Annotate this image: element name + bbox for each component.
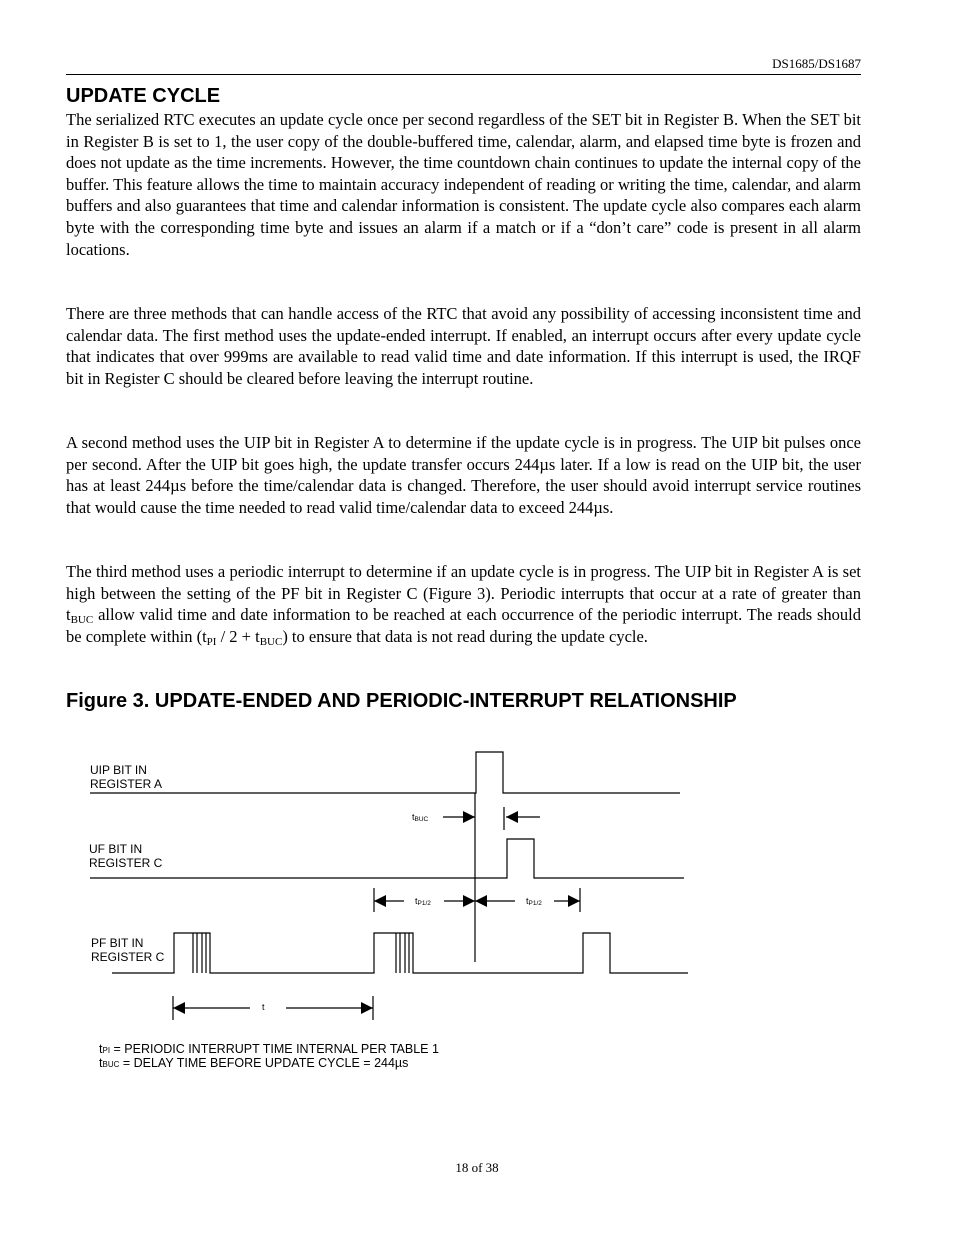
- tp-left-arrowhead-a: [374, 895, 386, 907]
- section-title: UPDATE CYCLE: [66, 85, 221, 107]
- legend-tbuc-sub: BUC: [102, 1060, 120, 1069]
- uf-waveform: [90, 839, 684, 878]
- p4-text-1: The third method uses a periodic interrupt to determine if an update cycle is in progress. The UIP bit in Register A is set high between the setting of the PF bit in Register C (Figure 3). Periodic interrupts that occur at a rate of greater than t: [66, 562, 861, 625]
- p4-sub-2: PI: [206, 635, 217, 648]
- p4-sub-1: BUC: [70, 614, 94, 627]
- tp-right-arrowhead-a: [475, 895, 487, 907]
- p4-text-4: ) to ensure that data is not read during the update cycle.: [282, 626, 648, 646]
- tbuc-label: tBUC: [412, 812, 429, 823]
- page-number: 18 of 38: [455, 1160, 499, 1175]
- tp-half-right-label: tP1/2: [526, 896, 542, 907]
- legend-tpi-base: t: [99, 1042, 103, 1056]
- tbuc-arrowhead-left: [463, 811, 475, 823]
- p4-sub-3: BUC: [259, 635, 283, 648]
- t-arrowhead-left: [173, 1002, 185, 1014]
- uf-label-line2: REGISTER C: [89, 856, 163, 870]
- p4-text-3: / 2 + t: [216, 626, 260, 646]
- legend-tpi-sub: PI: [102, 1046, 111, 1055]
- t-arrowhead-right: [361, 1002, 373, 1014]
- legend-tpi-text: = PERIODIC INTERRUPT TIME INTERNAL PER TABLE 1: [110, 1042, 439, 1056]
- pf-label-line1: PF BIT IN: [91, 936, 144, 950]
- paragraph-third-method: [66, 561, 861, 647]
- uip-label-line1: UIP BIT IN: [90, 763, 147, 777]
- p4-text-2: allow valid time and date information to be reached at each occurrence of the periodic interrupt. The reads should be complete within (t: [66, 605, 861, 646]
- pf-pulse-marks-1: [193, 933, 206, 973]
- legend-tbuc: [99, 1056, 408, 1072]
- paragraph-update-cycle: The serialized RTC executes an update cycle once per second regardless of the SET bit in Register B. When the SET bit in Register B is set to 1, the user copy of the double-buffered time, calendar, alarm, and elapsed time byte is frozen and does not update as the time increments. However, the time countdown chain continues to update the internal copy of the buffer. This feature allows the time to maintain accuracy independent of reading or writing the time, calendar, and alarm buffers and also guarantees that time and calendar information is consistent. The update cycle also compares each alarm byte with the corresponding time byte and issues an alarm if a match or if a “don’t care” code is present in all alarm locations.: [66, 110, 861, 259]
- timing-diagram: [80, 740, 700, 1040]
- tp-half-left-label: tP1/2: [415, 896, 431, 907]
- tp-right-arrowhead-b: [568, 895, 580, 907]
- legend-tbuc-base: t: [99, 1056, 103, 1070]
- uip-label-line2: REGISTER A: [90, 777, 163, 791]
- header-rule: [66, 74, 861, 75]
- tbuc-arrowhead-right: [506, 811, 518, 823]
- tp-left-arrowhead-b: [463, 895, 475, 907]
- pf-label-line2: REGISTER C: [91, 950, 165, 964]
- document-id: DS1685/DS1687: [772, 56, 861, 71]
- pf-pulse-marks-2: [396, 933, 409, 973]
- figure-title: Figure 3. UPDATE-ENDED AND PERIODIC-INTERRUPT RELATIONSHIP: [66, 690, 737, 712]
- t-label: t: [262, 1002, 265, 1012]
- paragraph-first-method: There are three methods that can handle access of the RTC that avoid any possibility of accessing inconsistent time and calendar data. The first method uses the update-ended interrupt. If enabled, an interrupt occurs after every update cycle that indicates that over 999ms are available to read valid time and date information. If this interrupt is used, the IRQF bit in Register C should be cleared before leaving the interrupt routine.: [66, 304, 861, 388]
- paragraph-second-method: A second method uses the UIP bit in Register A to determine if the update cycle is in progress. The UIP bit pulses once per second. After the UIP bit goes high, the update transfer occurs 244µs later. If a low is read on the UIP bit, the user has at least 244µs before the time/calendar data is changed. Therefore, the user should avoid interrupt service routines that would cause the time needed to read valid time/calendar data to exceed 244µs.: [66, 433, 861, 517]
- legend-tbuc-text: = DELAY TIME BEFORE UPDATE CYCLE = 244µs: [119, 1056, 409, 1070]
- uip-waveform: [90, 752, 680, 793]
- uf-label-line1: UF BIT IN: [89, 842, 143, 856]
